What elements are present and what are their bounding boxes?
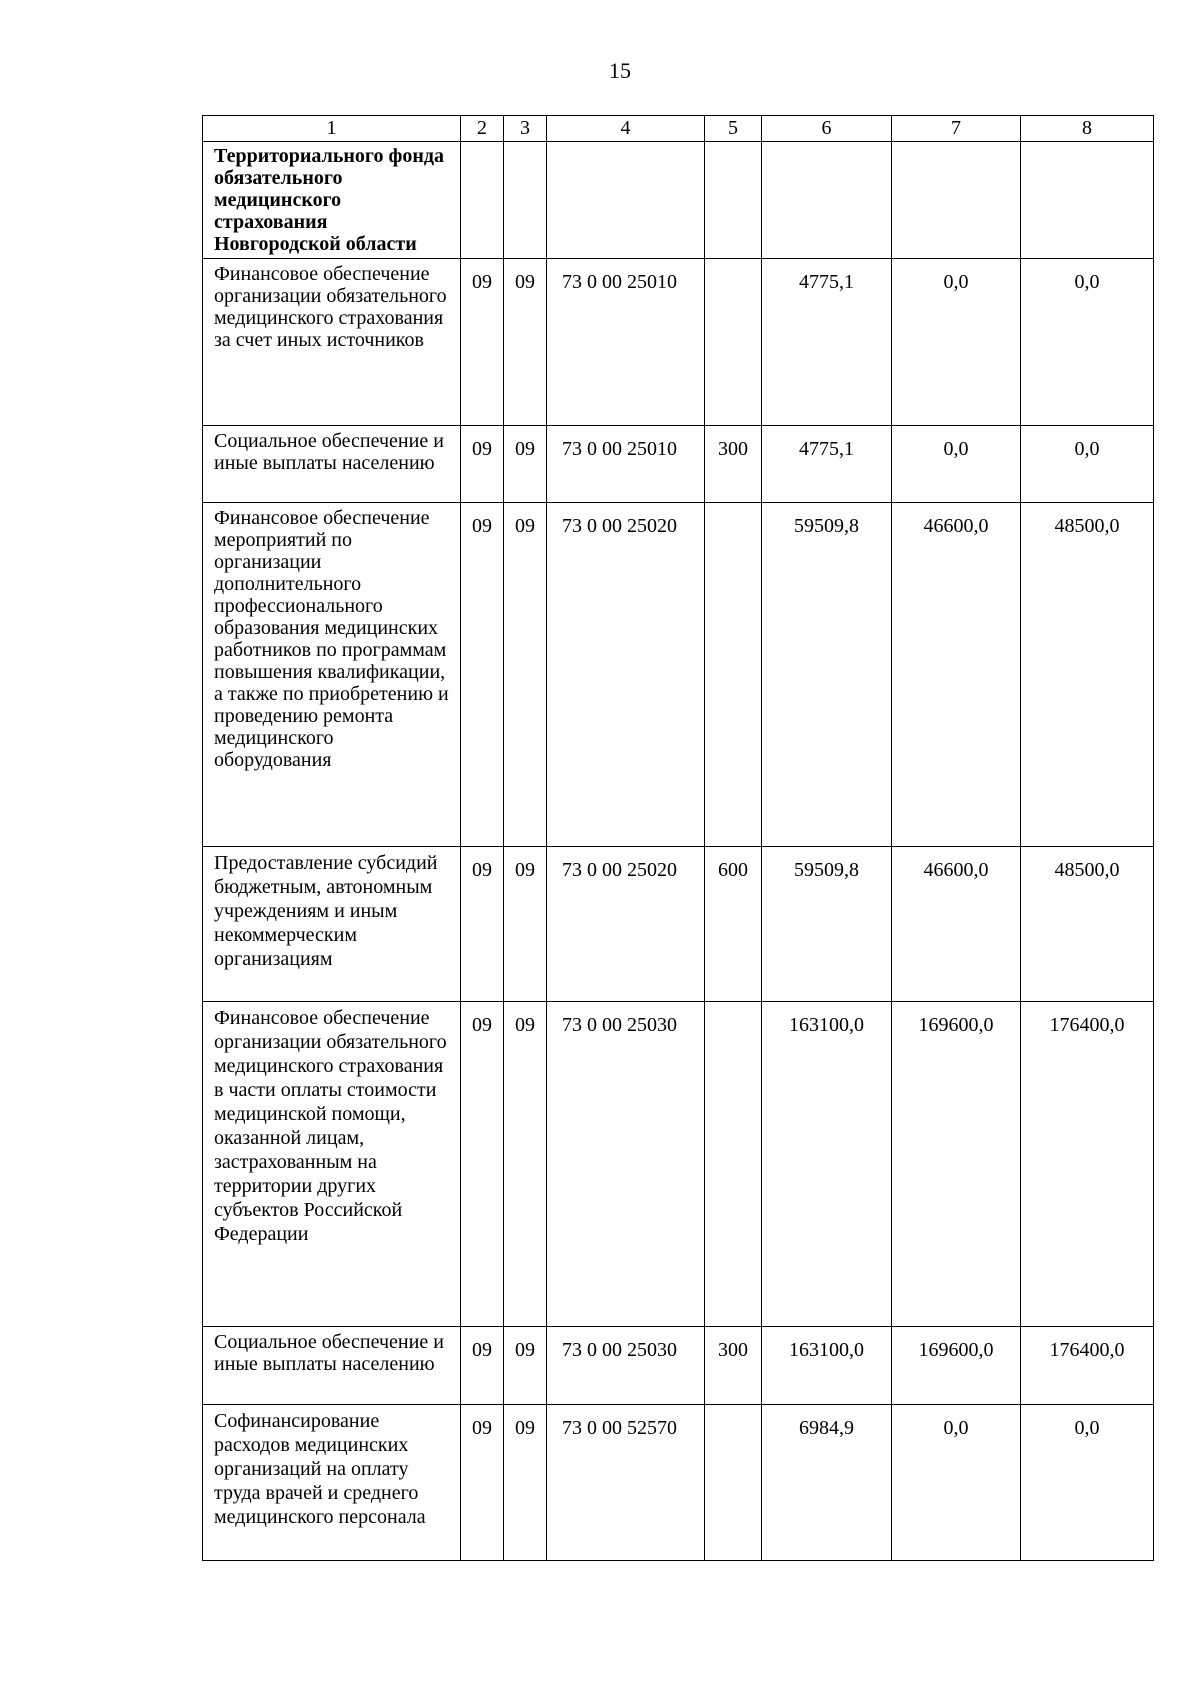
header-row	[203, 116, 1154, 142]
cell-subsection: 09	[504, 426, 547, 503]
cell-year-3: 176400,0	[1021, 1327, 1154, 1405]
cell-year-1: 59509,8	[762, 503, 892, 847]
row-name: Предоставление субсидий бюджетным, автономным учреждениям и иным некоммерческим организациям	[203, 847, 461, 1002]
cell-subsection: 09	[504, 847, 547, 1002]
cell-year-1: 163100,0	[762, 1002, 892, 1327]
cell-year-2: 169600,0	[892, 1327, 1021, 1405]
cell-subsection: 09	[504, 503, 547, 847]
column-header: 2	[461, 116, 504, 142]
cell-year-2: 0,0	[892, 426, 1021, 503]
cell-section	[461, 142, 504, 259]
cell-year-3: 48500,0	[1021, 847, 1154, 1002]
cell-year-1: 4775,1	[762, 426, 892, 503]
table-row	[203, 503, 1154, 847]
cell-expense-type: 300	[705, 1327, 762, 1405]
cell-target-article	[547, 142, 705, 259]
column-header: 7	[892, 116, 1021, 142]
cell-year-3: 48500,0	[1021, 503, 1154, 847]
cell-section: 09	[461, 426, 504, 503]
table-row	[203, 1405, 1154, 1561]
table-row	[203, 426, 1154, 503]
cell-subsection: 09	[504, 1405, 547, 1561]
cell-year-3: 176400,0	[1021, 1002, 1154, 1327]
cell-year-1	[762, 142, 892, 259]
table-row	[203, 259, 1154, 426]
cell-year-2: 0,0	[892, 1405, 1021, 1561]
cell-section: 09	[461, 1405, 504, 1561]
column-header: 4	[547, 116, 705, 142]
cell-year-2: 0,0	[892, 259, 1021, 426]
page-number: 15	[609, 58, 631, 83]
table-row	[203, 1002, 1154, 1327]
column-header: 8	[1021, 116, 1154, 142]
row-name: Финансовое обеспечение мероприятий по организации дополнительного профессионального образования медицинских работников по программам повышения квалификации, а также по приобретению и проведению ремонта медицинского оборудования	[203, 503, 461, 847]
cell-target-article: 73 0 00 52570	[547, 1405, 705, 1561]
cell-year-2: 46600,0	[892, 847, 1021, 1002]
cell-year-1: 59509,8	[762, 847, 892, 1002]
row-name: Территориального фонда обязательного медицинского страхования Новгородской области	[203, 142, 461, 259]
cell-year-2: 169600,0	[892, 1002, 1021, 1327]
row-name: Финансовое обеспечение организации обязательного медицинского страхования в части оплаты стоимости медицинской помощи, оказанной лицам, застрахованным на территории других субъектов Российской Федерации	[203, 1002, 461, 1327]
cell-expense-type	[705, 142, 762, 259]
column-header: 1	[203, 116, 461, 142]
cell-section: 09	[461, 259, 504, 426]
row-name: Финансовое обеспечение организации обязательного медицинского страхования за счет иных источников	[203, 259, 461, 426]
cell-section: 09	[461, 1002, 504, 1327]
cell-expense-type	[705, 503, 762, 847]
cell-year-2: 46600,0	[892, 503, 1021, 847]
cell-expense-type	[705, 1002, 762, 1327]
cell-year-1: 6984,9	[762, 1405, 892, 1561]
cell-target-article: 73 0 00 25020	[547, 503, 705, 847]
cell-section: 09	[461, 1327, 504, 1405]
table-row	[203, 1327, 1154, 1405]
cell-year-1: 4775,1	[762, 259, 892, 426]
column-header: 5	[705, 116, 762, 142]
row-name: Социальное обеспечение и иные выплаты населению	[203, 1327, 461, 1405]
cell-expense-type: 300	[705, 426, 762, 503]
row-name: Софинансирование расходов медицинских организаций на оплату труда врачей и среднего медицинского персонала	[203, 1405, 461, 1561]
column-header: 3	[504, 116, 547, 142]
row-name: Социальное обеспечение и иные выплаты населению	[203, 426, 461, 503]
cell-subsection	[504, 142, 547, 259]
budget-table	[202, 115, 1154, 1561]
cell-section: 09	[461, 847, 504, 1002]
cell-target-article: 73 0 00 25010	[547, 259, 705, 426]
cell-expense-type	[705, 1405, 762, 1561]
cell-section: 09	[461, 503, 504, 847]
cell-expense-type: 600	[705, 847, 762, 1002]
cell-year-3	[1021, 142, 1154, 259]
table-row	[203, 142, 1154, 259]
cell-subsection: 09	[504, 1327, 547, 1405]
cell-target-article: 73 0 00 25010	[547, 426, 705, 503]
cell-subsection: 09	[504, 1002, 547, 1327]
table-row	[203, 847, 1154, 1002]
cell-target-article: 73 0 00 25020	[547, 847, 705, 1002]
cell-year-3: 0,0	[1021, 259, 1154, 426]
cell-target-article: 73 0 00 25030	[547, 1002, 705, 1327]
cell-year-3: 0,0	[1021, 1405, 1154, 1561]
cell-year-2	[892, 142, 1021, 259]
cell-target-article: 73 0 00 25030	[547, 1327, 705, 1405]
column-header: 6	[762, 116, 892, 142]
cell-year-1: 163100,0	[762, 1327, 892, 1405]
cell-expense-type	[705, 259, 762, 426]
cell-year-3: 0,0	[1021, 426, 1154, 503]
cell-subsection: 09	[504, 259, 547, 426]
